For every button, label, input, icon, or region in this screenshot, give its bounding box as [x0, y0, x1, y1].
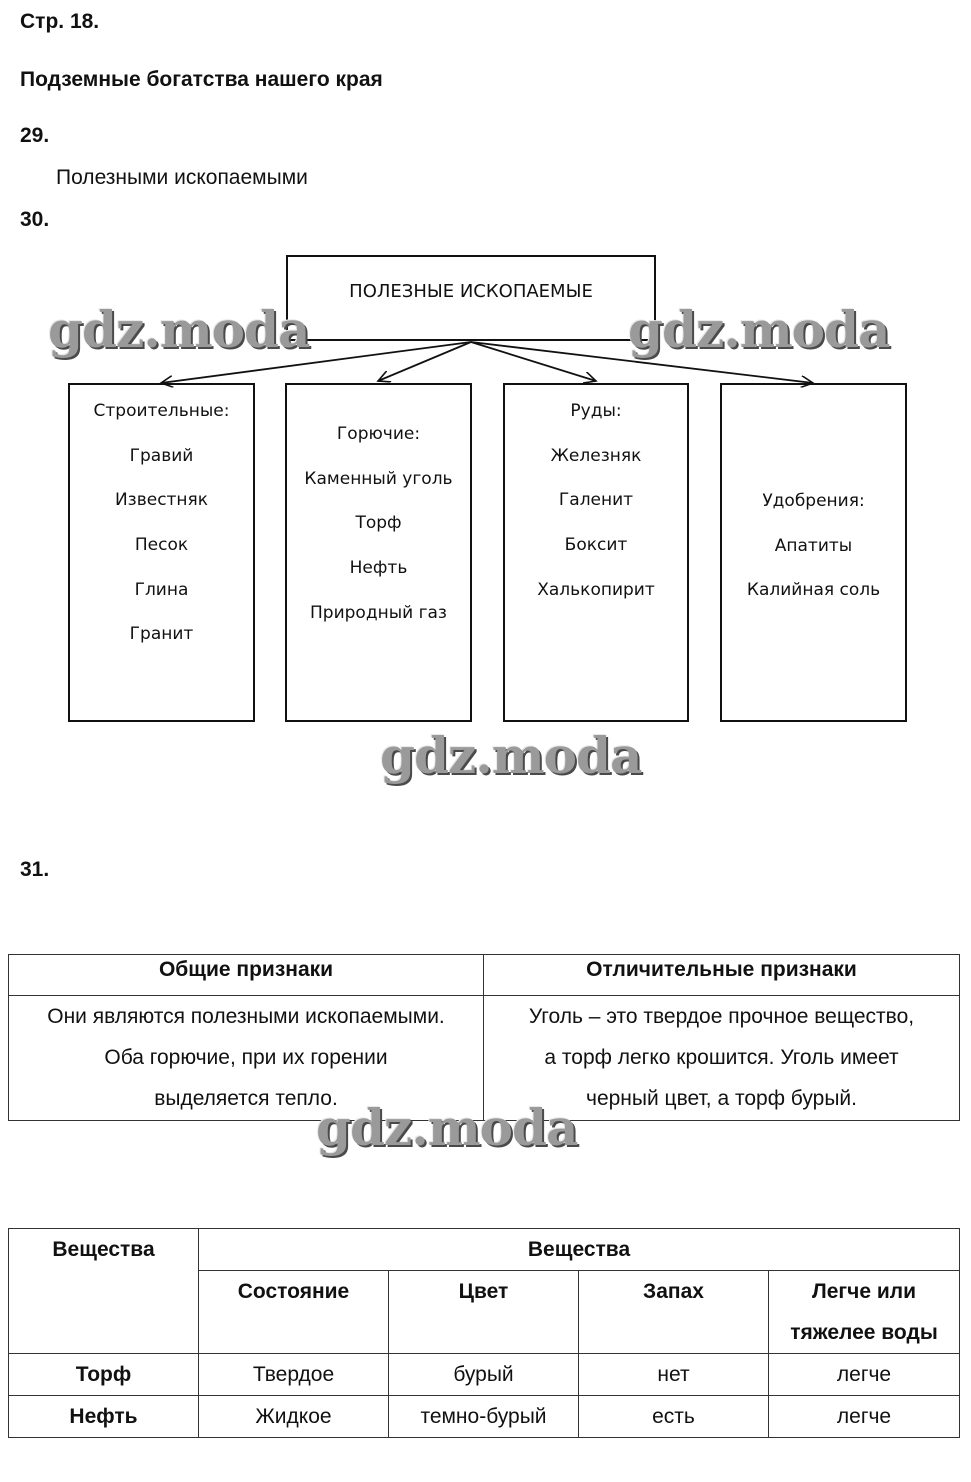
- diagram-root-label: ПОЛЕЗНЫЕ ИСКОПАЕМЫЕ: [349, 281, 593, 302]
- task-29-number: 29.: [20, 124, 50, 147]
- substances-table: [8, 1228, 960, 1438]
- category-item: Галенит: [558, 490, 634, 511]
- diagram-root-box: [286, 255, 656, 341]
- arrow-to-ores: [471, 342, 596, 381]
- task-30-number: 30.: [20, 208, 50, 231]
- watermark: gdz.moda: [316, 1098, 578, 1157]
- category-title: Горючие:: [336, 424, 421, 444]
- header-weight: [769, 1271, 960, 1354]
- row-state: Твердое: [199, 1354, 389, 1396]
- table-row: [9, 1354, 960, 1396]
- text-line: Уголь – это твердое прочное вещество,: [528, 1005, 915, 1028]
- category-item: Халькопирит: [537, 579, 655, 600]
- task-31-number: 31.: [20, 858, 50, 881]
- row-smell: есть: [579, 1396, 769, 1438]
- table-row: [9, 1396, 960, 1438]
- category-item: Боксит: [564, 535, 628, 556]
- header-smell: Запах: [579, 1271, 769, 1354]
- category-ores-box: [503, 383, 689, 722]
- row-weight: легче: [769, 1354, 960, 1396]
- row-color: темно-бурый: [389, 1396, 579, 1438]
- comparison-table: [8, 954, 960, 1121]
- task-29-answer: Полезными ископаемыми: [56, 166, 308, 189]
- text-line: Они являются полезными ископаемыми.: [47, 1005, 445, 1028]
- category-item: Гравий: [129, 445, 194, 466]
- header-weight-line: тяжелее воды: [790, 1321, 938, 1344]
- header-color: Цвет: [389, 1271, 579, 1354]
- col-substances-header: Вещества: [9, 1229, 199, 1354]
- row-state: Жидкое: [199, 1396, 389, 1438]
- category-title: Удобрения:: [762, 491, 865, 511]
- category-item: Гранит: [129, 624, 194, 645]
- category-item: Нефть: [349, 558, 408, 579]
- category-item: Торф: [355, 513, 402, 534]
- category-item: Песок: [134, 535, 189, 556]
- category-title: Строительные:: [93, 401, 230, 421]
- category-item: Железняк: [550, 445, 642, 466]
- page-number: Стр. 18.: [20, 10, 100, 33]
- category-fertilizers-box: [720, 383, 907, 722]
- row-smell: нет: [579, 1354, 769, 1396]
- header-different: Отличительные признаки: [484, 955, 960, 996]
- category-item: Каменный уголь: [304, 468, 453, 489]
- category-item: Природный газ: [310, 602, 447, 623]
- row-weight: легче: [769, 1396, 960, 1438]
- category-item: Глина: [134, 579, 189, 600]
- watermark: gdz.moda: [628, 300, 890, 359]
- category-item: Известняк: [114, 490, 209, 511]
- category-construction-box: [68, 383, 255, 722]
- category-item: Калийная соль: [746, 580, 881, 601]
- row-name: Нефть: [9, 1396, 199, 1438]
- text-line: Оба горючие, при их горении: [104, 1046, 388, 1069]
- category-item: Апатиты: [774, 535, 853, 556]
- watermark: gdz.moda: [380, 726, 642, 785]
- header-weight-line: Легче или: [811, 1280, 917, 1303]
- topic-title: Подземные богатства нашего края: [20, 68, 383, 91]
- header-state: Состояние: [199, 1271, 389, 1354]
- text-line: а торф легко крошится. Уголь имеет: [544, 1046, 899, 1069]
- watermark: gdz.moda: [48, 300, 310, 359]
- category-title: Руды:: [570, 401, 622, 421]
- row-name: Торф: [9, 1354, 199, 1396]
- category-fuel-box: [285, 383, 472, 722]
- row-color: бурый: [389, 1354, 579, 1396]
- header-common: Общие признаки: [9, 955, 484, 996]
- text-line: черный цвет, а торф бурый.: [586, 1087, 857, 1110]
- text-line: выделяется тепло.: [154, 1087, 338, 1110]
- group-substances-header: Вещества: [199, 1229, 960, 1271]
